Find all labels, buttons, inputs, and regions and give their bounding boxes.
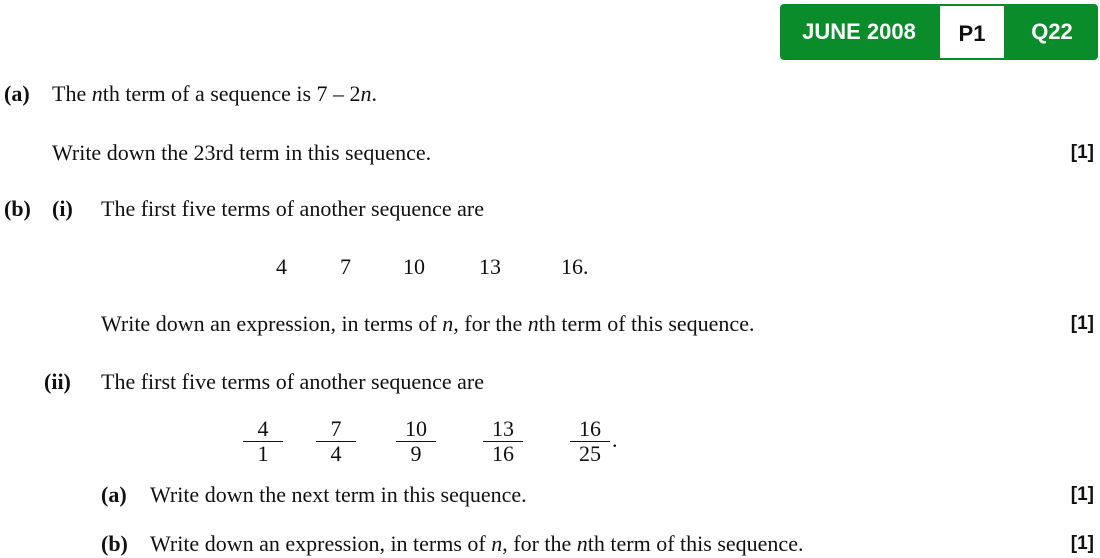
sequence-fraction: $\frac{16}{25}$: [570, 418, 610, 465]
part-a-label: (a): [4, 81, 30, 106]
part-b-i-intro: The first five terms of another sequence are: [101, 196, 484, 221]
sequence-fraction: $\frac{13}{16}$: [483, 418, 523, 465]
sequence-fraction: $\frac{10}{9}$: [396, 418, 436, 465]
sequence-term: 4: [276, 254, 287, 279]
paper-number: P1: [938, 4, 1006, 60]
part-b-ii-b-marks: [1]: [1070, 533, 1094, 554]
part-b-ii-a-label: (a): [101, 482, 127, 507]
sequence-fraction: $\frac{7}{4}$: [316, 418, 356, 465]
part-a-task: Write down the 23rd term in this sequence.: [52, 140, 432, 165]
part-b-i-task: Write down an expression, in terms of n, for the nth term of this sequence.: [101, 311, 755, 336]
sequence-fraction: $\frac{4}{1}$: [243, 418, 283, 465]
exam-reference-badge: [780, 4, 1098, 60]
part-a-marks: [1]: [1070, 142, 1094, 163]
part-b-ii-b-label: (b): [101, 531, 128, 556]
part-b-ii-intro: The first five terms of another sequence are: [101, 369, 484, 394]
part-a-statement: The nth term of a sequence is 7 – 2n.: [52, 81, 378, 106]
part-b-ii-b-task: Write down an expression, in terms of n, for the nth term of this sequence.: [150, 531, 804, 556]
sequence-term: 13: [479, 254, 501, 279]
sequence-end-period: .: [612, 427, 618, 452]
part-b-ii-a-task: Write down the next term in this sequence.: [150, 482, 527, 507]
part-b-ii-a-marks: [1]: [1070, 484, 1094, 505]
part-b-label: (b): [4, 196, 31, 221]
part-b-i-label: (i): [52, 196, 73, 221]
part-b-ii-label: (ii): [44, 369, 71, 394]
sequence-term: 7: [340, 254, 351, 279]
sequence-term: 16.: [561, 254, 589, 279]
sequence-term: 10: [403, 254, 425, 279]
exam-date: JUNE 2008: [802, 19, 916, 44]
part-b-i-marks: [1]: [1070, 313, 1094, 334]
question-number: Q22: [1031, 19, 1073, 44]
